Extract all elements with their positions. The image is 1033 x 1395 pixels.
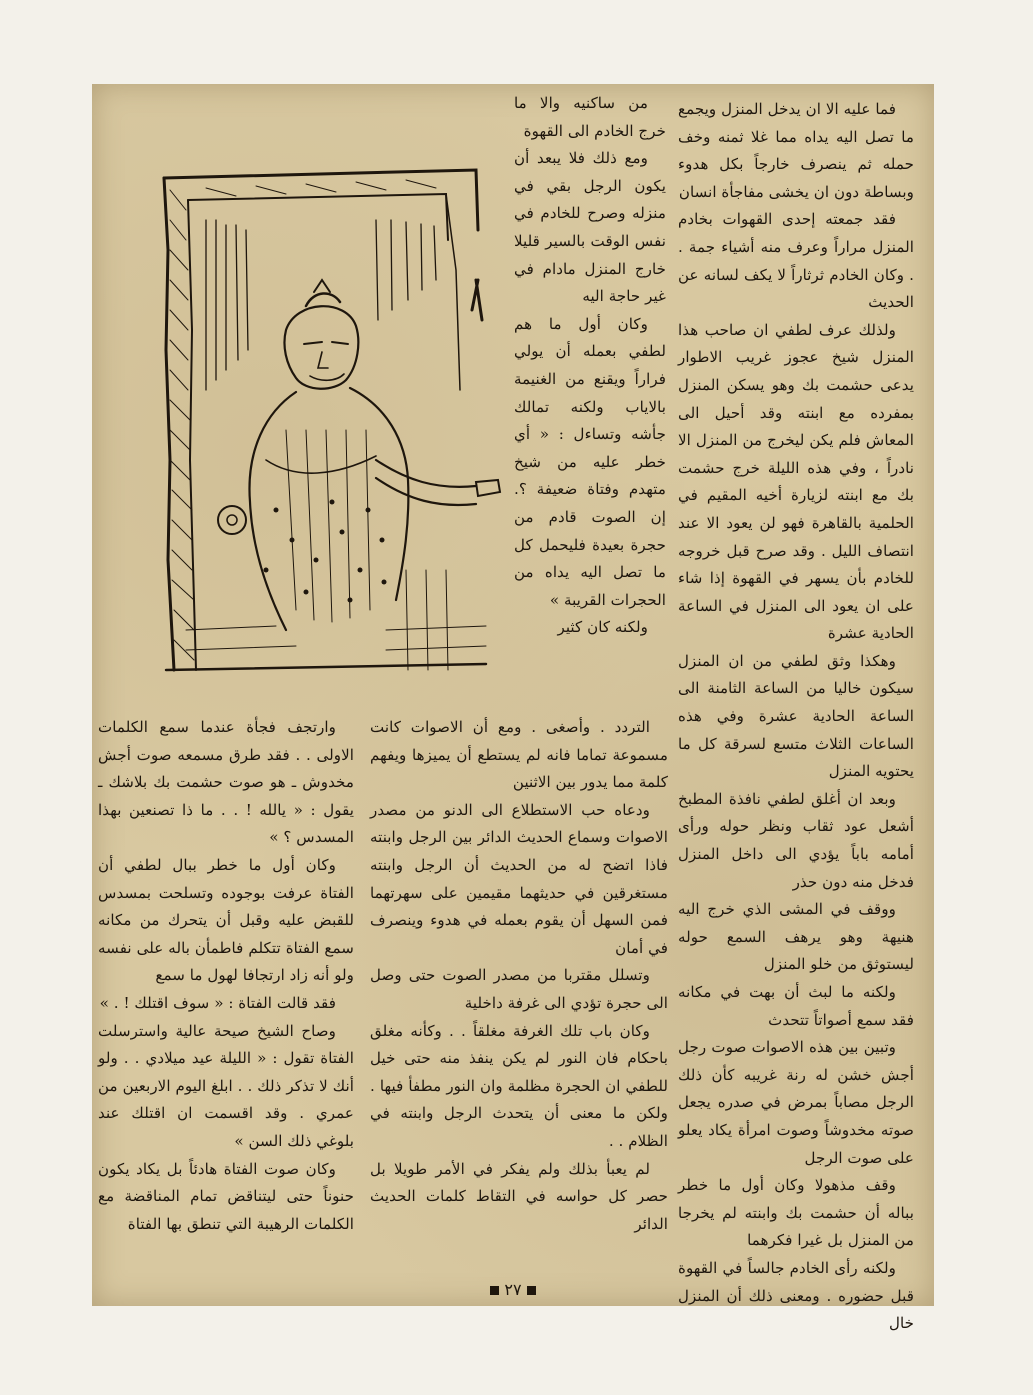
illustration-old-man-in-doorway [146,130,514,690]
paragraph: ووقف في المشى الذي خرج اليه هنيهة وهو يرهف السمع حوله ليستوثق من خلو المنزل [678,900,914,974]
paragraph: ومع ذلك فلا يبعد أن يكون الرجل بقي في منزله وصرح للخادم في نفس الوقت بالسير قليلا خارج المنزل مادام في غير حاجة اليه [514,149,666,306]
paragraph: فقد جمعته إحدى القهوات بخادم المنزل مراراً وعرف منه أشياء جمة . . وكان الخادم ثرثاراً لا يكف لسانه عن الحديث [678,210,914,312]
paragraph: وصاح الشيخ صيحة عالية واسترسلت الفتاة تقول : « الليلة عيد ميلادي . . ولو أنك لا تذكر ذلك . . ابلغ اليوم الاربعين من عمري . وقد اقسمت ان اقتلك عند بلوغي ذلك السن » [98,1021,354,1150]
square-bullet-icon [527,1286,536,1295]
paragraph: وهكذا وثق لطفي من ان المنزل سيكون خاليا من الساعة الثامنة الى الساعة الحادية عشرة وفي هذه الساعات الثلاث متسع لسرقة كل ما يحتويه المنزل [678,651,914,781]
square-bullet-icon [490,1286,499,1295]
paragraph: وكان أول ما خطر ببال لطفي أن الفتاة عرفت بوجوده وتسلحت بمسدس للقبض عليه وقبل أن يتحرك من مكانه سمع الفتاة تتكلم فاطمأن باله على نفسه ولو أنه زاد ارتجافا لهول ما سمع [98,855,354,985]
paragraph: ولكنه كان كثير [557,618,648,637]
text-column-middle-top [514,90,666,642]
paragraph: وبعد ان أغلق لطفي نافذة المطبخ أشعل عود ثقاب ونظر حوله ورأى أمامه باباً يؤدي الى داخل المنزل فدخل منه دون حذر [678,789,914,891]
paragraph: التردد . وأصغى . ومع أن الاصوات كانت مسموعة تماما فانه لم يستطع أن يميزها ويفهم كلمة مما يدور بين الاثنين [370,718,668,792]
paragraph: فقد قالت الفتاة : « سوف اقتلك ! . » [99,993,336,1012]
text-column-middle-bottom [370,714,668,1238]
paragraph: ولذلك عرف لطفي ان صاحب هذا المنزل شيخ عجوز غريب الاطوار يدعى حشمت بك وهو يسكن المنزل بمفرده مع ابنته وقد أحيل الى المعاش فلم يكن ليخرج من المنزل الا نادراً ، وفي هذه الليلة خرج حشمت بك مع ابنته لزيارة أخيه المقيم في الحلمية بالقاهرة فهو لن يعود الا عند انتصاف الليل . وقد صرح قبل خروجه للخادم بأن يسهر في القهوة إذا شاء على ان يعود الى المنزل في الساعة الحادية عشرة [678,320,914,643]
paragraph: وكان صوت الفتاة هادئاً بل يكاد يكون حنوناً حتى ليتناقض تمام المناقضة مع الكلمات الرهيبة التي تنطق بها الفتاة [98,1159,354,1233]
paragraph: من ساكنيه والا ما خرج الخادم الى القهوة [514,94,666,140]
paragraph: وتبين بين هذه الاصوات صوت رجل أجش خشن له رنة غريبه كأن ذلك الرجل مصاباً بمرض في صدره يجعل صوته مخدوشاً وصوت امرأة يكاد يعلو على صوت الرجل [678,1038,914,1167]
text-column-right [678,96,914,1338]
paragraph: ولكنه ما لبث أن بهت في مكانه فقد سمع أصواتاً تتحدث [678,983,914,1029]
paragraph: وتسلل مقتربا من مصدر الصوت حتى وصل الى حجرة تؤدي الى غرفة داخلية [370,966,668,1012]
paragraph: وكان أول ما هم لطفي بعمله أن يولي فراراً ويقنع من الغنيمة بالاياب ولكنه تمالك جأشه وتساءل : « أي خطر عليه من شيخ متهدم وفتاة ضعيفة ؟. إن الصوت قادم من حجرة بعيدة فليحمل كل ما تصل اليه يداه من الحجرات القريبة » [514,314,666,609]
page-number-footer [92,1280,934,1299]
paragraph: ودعاه حب الاستطلاع الى الدنو من مصدر الاصوات وسماع الحديث الدائر بين الرجل وابنته فاذا اتضح له من الحديث أن الرجل وابنته مستغرقين في حديثهما مقيمين على سهرتهما فمن السهل أن يقوم بعمله في هدوء وينصرف في أمان [370,800,668,957]
paragraph: فما عليه الا ان يدخل المنزل ويجمع ما تصل اليه يداه مما غلا ثمنه وخف حمله ثم ينصرف خارجاً بكل هدوء وبساطة دون ان يخشى مفاجأة انسان [678,100,914,201]
paragraph: وكان باب تلك الغرفة مغلقاً . . وكأنه مغلق باحكام فان النور لم يكن ينفذ منه حتى خيل للطفي ان الحجرة مظلمة وان النور مطفأ فيها . ولكن ما معنى أن يتحدث الرجل وابنته في الظلام . . [370,1021,668,1150]
paragraph: لم يعبأ بذلك ولم يفكر في الأمر طويلا بل حصر كل حواسه في التقاط كلمات الحديث الدائر [370,1159,668,1233]
text-column-left [98,714,354,1238]
page-number: ٢٧ [504,1280,522,1299]
paragraph: ولكنه رأى الخادم جالساً في القهوة قبل حضوره . ومعنى ذلك أن المنزل خال [678,1258,914,1333]
paragraph: وقف مذهولا وكان أول ما خطر بباله أن حشمت بك وابنته لم يخرجا من المنزل بل غيرا فكرهما [678,1176,914,1250]
paragraph: وارتجف فجأة عندما سمع الكلمات الاولى . . فقد طرق مسمعه صوت أجش مخدوش ـ هو صوت حشمت بك بلاشك ـ يقول : « يالله ! . . ما ذا تصنعين بهذا المسدس ؟ » [98,718,354,847]
magazine-page [92,84,934,1333]
